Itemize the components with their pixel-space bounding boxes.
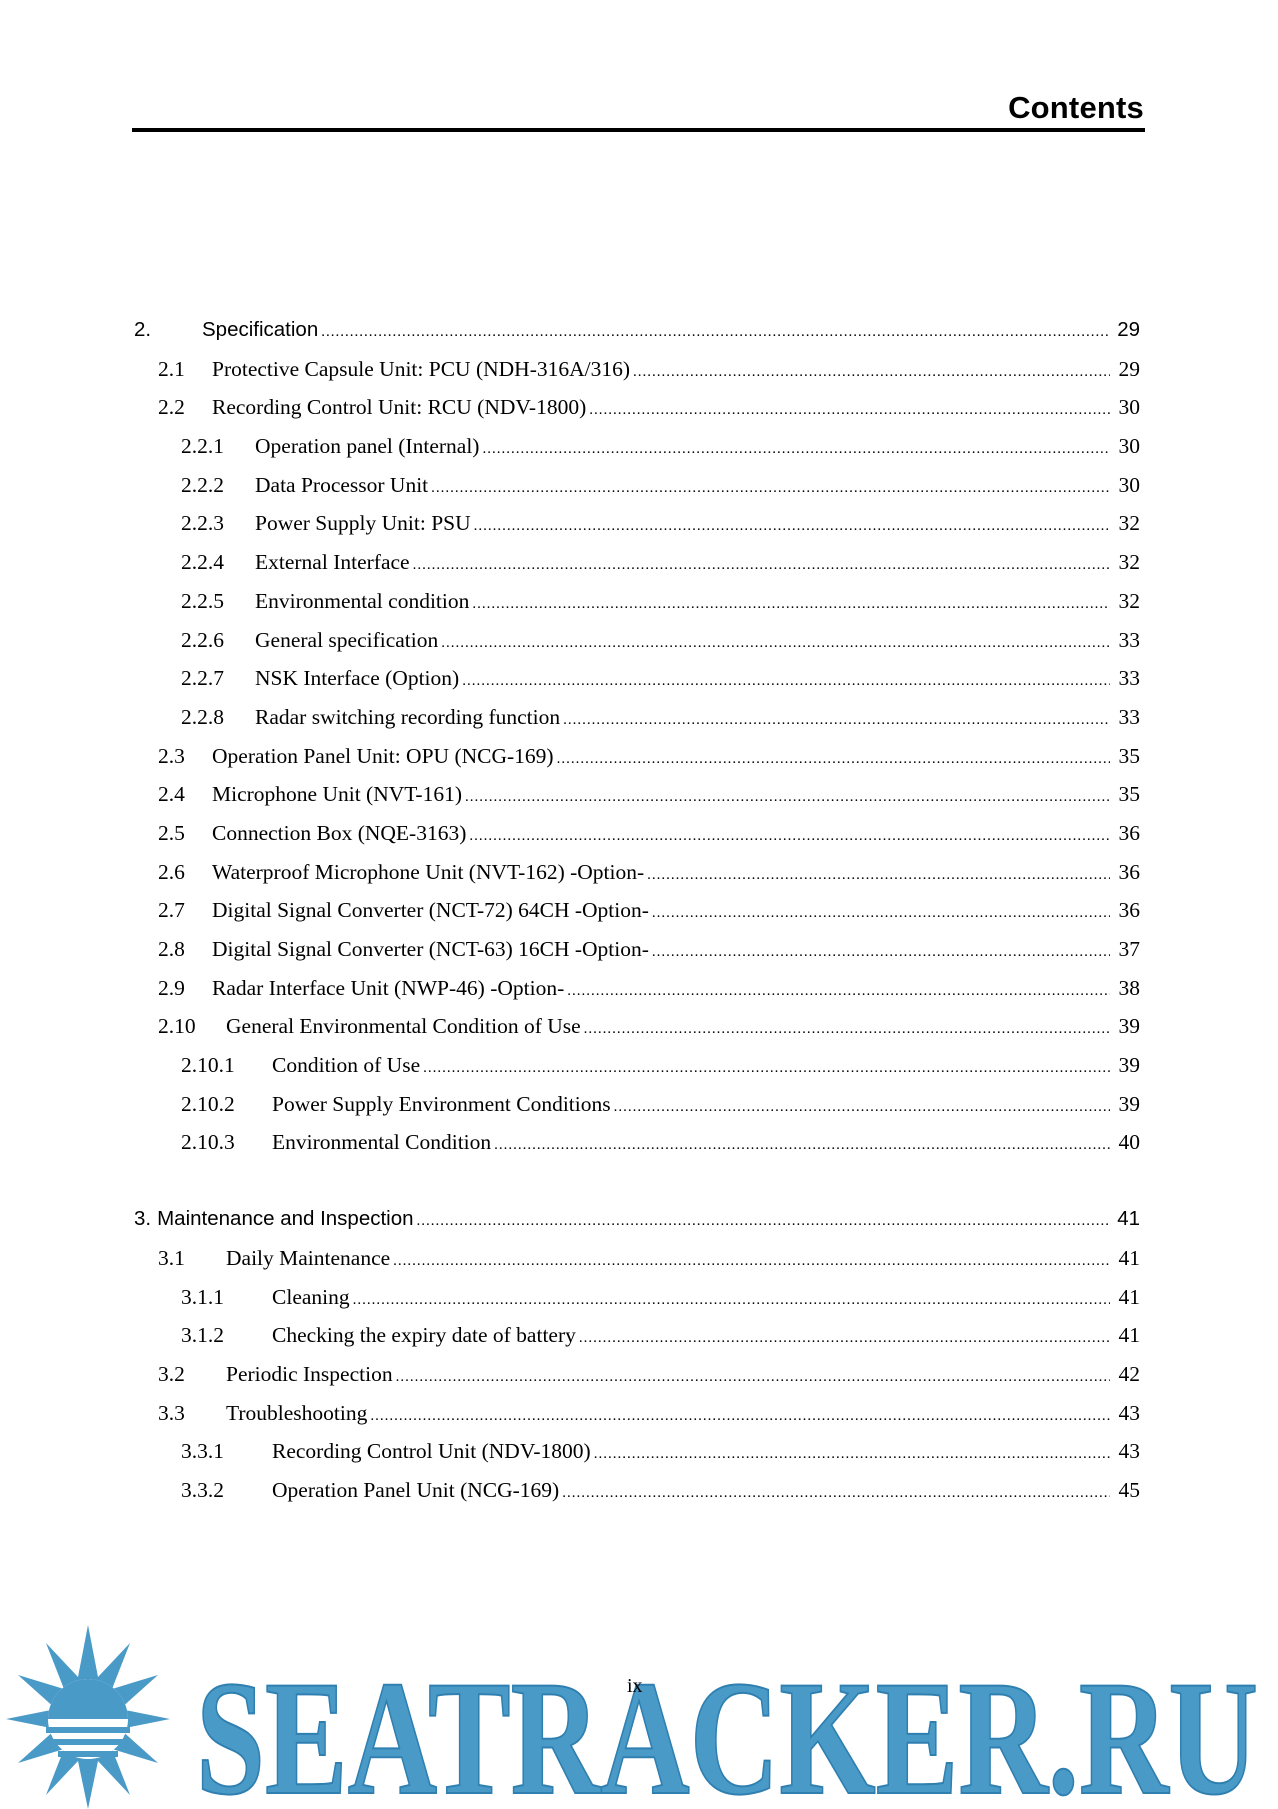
toc-number: 2.4 xyxy=(158,782,185,807)
toc-entry-2-10[interactable] xyxy=(134,1014,1140,1053)
toc-title: Specification xyxy=(202,318,319,341)
toc-entry-3-2[interactable] xyxy=(134,1362,1140,1401)
toc-entry-2-1[interactable] xyxy=(134,357,1140,396)
toc-leader xyxy=(567,983,1110,1000)
toc-number: 3.3.2 xyxy=(181,1477,224,1502)
toc-number: 3.1.1 xyxy=(181,1284,224,1309)
toc-number: 2.10.3 xyxy=(181,1130,235,1155)
toc-number: 2.10.1 xyxy=(181,1053,235,1078)
toc-number: 2.1 xyxy=(158,356,185,381)
toc-entry-3-3[interactable] xyxy=(134,1401,1140,1440)
toc-page: 33 xyxy=(1118,704,1140,729)
toc-page: 33 xyxy=(1118,666,1140,691)
toc-number: 2.2.8 xyxy=(181,704,224,729)
toc-leader xyxy=(423,1060,1110,1077)
toc-number: 2.2.2 xyxy=(181,472,224,497)
toc-page: 32 xyxy=(1118,588,1140,613)
toc-leader xyxy=(393,1253,1110,1270)
toc-page: 29 xyxy=(1118,356,1140,381)
toc-entry-2-2[interactable] xyxy=(134,395,1140,434)
toc-entry-2-6[interactable] xyxy=(134,860,1140,899)
toc-title: Maintenance and Inspection xyxy=(157,1207,414,1231)
sun-logo-icon xyxy=(6,1625,170,1809)
toc-title: General specification xyxy=(255,627,439,652)
toc-title: Microphone Unit (NVT-161) xyxy=(212,782,463,807)
toc-title: Power Supply Unit: PSU xyxy=(255,511,471,536)
toc-number: 2.10 xyxy=(158,1014,196,1039)
toc-number: 2.3 xyxy=(158,743,185,768)
toc-leader xyxy=(472,596,1110,613)
toc-leader xyxy=(353,1292,1110,1309)
toc-title: Digital Signal Converter (NCT-63) 16CH -Option- xyxy=(212,937,649,961)
toc-number: 2. xyxy=(134,318,152,341)
toc-title: Data Processor Unit xyxy=(255,472,429,497)
toc-number: 2.10.2 xyxy=(181,1091,235,1116)
seatracker-watermark xyxy=(0,1615,1278,1809)
toc-leader xyxy=(441,635,1110,652)
toc-leader xyxy=(652,905,1110,922)
toc-number: 3.3.1 xyxy=(181,1439,224,1464)
toc-entry-2-2-2[interactable] xyxy=(134,473,1140,512)
toc-number: 2.2.7 xyxy=(181,666,224,691)
toc-leader xyxy=(469,828,1110,845)
toc-title: Operation Panel Unit: OPU (NCG-169) xyxy=(212,743,554,768)
toc-page: 45 xyxy=(1118,1477,1140,1502)
toc-number: 2.9 xyxy=(158,975,185,1000)
toc-leader xyxy=(321,324,1110,341)
toc-page: 35 xyxy=(1118,782,1140,807)
toc-title: Protective Capsule Unit: PCU (NDH-316A/316) xyxy=(212,356,631,381)
toc-entry-2-5[interactable] xyxy=(134,821,1140,860)
toc-title: Checking the expiry date of battery xyxy=(272,1323,576,1348)
toc-page: 30 xyxy=(1118,395,1140,420)
toc-page: 29 xyxy=(1117,318,1140,341)
toc-number: 2.8 xyxy=(158,937,185,961)
toc-entry-2[interactable] xyxy=(134,318,1140,357)
toc-leader xyxy=(413,557,1110,574)
toc-page: 37 xyxy=(1118,937,1140,961)
toc-entry-3-3-2[interactable] xyxy=(134,1478,1140,1517)
toc-page: 41 xyxy=(1117,1207,1140,1231)
toc-entry-3[interactable] xyxy=(134,1207,1140,1246)
toc-number: 2.2.6 xyxy=(181,627,224,652)
toc-title: Radar switching recording function xyxy=(255,704,561,729)
toc-page: 39 xyxy=(1118,1053,1140,1078)
toc-entry-2-2-8[interactable] xyxy=(134,705,1140,744)
toc-number: 2.2.1 xyxy=(181,434,224,459)
header-rule xyxy=(132,128,1145,132)
toc-title: Operation panel (Internal) xyxy=(255,434,480,459)
toc-entry-2-3[interactable] xyxy=(134,744,1140,783)
toc-leader xyxy=(614,1099,1110,1116)
toc-leader xyxy=(465,789,1110,806)
toc-entry-3-1[interactable] xyxy=(134,1246,1140,1285)
toc-title: General Environmental Condition of Use xyxy=(226,1014,581,1039)
toc-leader xyxy=(494,1137,1110,1154)
toc-entry-2-10-3[interactable] xyxy=(134,1130,1140,1169)
toc-title: Cleaning xyxy=(272,1284,350,1309)
toc-title: Troubleshooting xyxy=(226,1400,368,1425)
toc-number: 3. xyxy=(134,1207,152,1231)
toc-title: Daily Maintenance xyxy=(226,1245,391,1270)
toc-leader xyxy=(462,673,1110,690)
toc-page: 43 xyxy=(1118,1400,1140,1425)
toc-number: 2.2.4 xyxy=(181,550,224,575)
toc-leader xyxy=(563,712,1110,729)
toc-page: 39 xyxy=(1118,1014,1140,1039)
toc-page: 30 xyxy=(1118,472,1140,497)
toc-page: 43 xyxy=(1118,1439,1140,1464)
toc-leader xyxy=(474,518,1110,535)
toc-leader xyxy=(647,867,1110,884)
toc-number: 2.5 xyxy=(158,820,185,845)
toc-entry-2-2-5[interactable] xyxy=(134,589,1140,628)
toc-number: 3.3 xyxy=(158,1400,185,1425)
toc-entry-2-2-1[interactable] xyxy=(134,434,1140,473)
toc-number: 3.1 xyxy=(158,1245,185,1270)
toc-entry-3-1-2[interactable] xyxy=(134,1323,1140,1362)
toc-title: Environmental Condition xyxy=(272,1130,492,1155)
toc-number: 2.6 xyxy=(158,859,185,884)
toc-page: 32 xyxy=(1118,550,1140,575)
toc-leader xyxy=(431,480,1110,497)
toc-page: 36 xyxy=(1118,820,1140,845)
toc-title: External Interface xyxy=(255,550,410,575)
toc-page: 38 xyxy=(1118,975,1140,1000)
toc-page: 41 xyxy=(1118,1245,1140,1270)
toc-page: 36 xyxy=(1118,898,1140,923)
toc-leader xyxy=(417,1213,1110,1230)
page-number: ix xyxy=(627,1675,643,1697)
toc-title: Connection Box (NQE-3163) xyxy=(212,820,467,845)
toc-leader xyxy=(482,441,1110,458)
toc-leader xyxy=(557,751,1110,768)
toc-title: Power Supply Environment Conditions xyxy=(272,1091,611,1116)
toc-entry-2-8[interactable] xyxy=(134,937,1140,976)
toc-page: 35 xyxy=(1118,743,1140,768)
toc-leader xyxy=(652,944,1110,961)
toc-page: 36 xyxy=(1118,859,1140,884)
toc-title: Recording Control Unit (NDV-1800) xyxy=(272,1439,591,1464)
toc-leader xyxy=(396,1369,1110,1386)
toc-number: 2.2.3 xyxy=(181,511,224,536)
toc-page: 41 xyxy=(1118,1323,1140,1348)
toc-title: Operation Panel Unit (NCG-169) xyxy=(272,1477,560,1502)
toc-page: 33 xyxy=(1118,627,1140,652)
toc-entry-2-2-6[interactable] xyxy=(134,628,1140,667)
toc-number: 2.7 xyxy=(158,898,185,923)
toc-entry-2-10-1[interactable] xyxy=(134,1053,1140,1092)
toc-title: Radar Interface Unit (NWP-46) -Option- xyxy=(212,975,565,1000)
toc-page: 40 xyxy=(1118,1130,1140,1155)
toc-number: 2.2 xyxy=(158,395,185,420)
toc-entry-2-2-7[interactable] xyxy=(134,666,1140,705)
toc-entry-2-9[interactable] xyxy=(134,976,1140,1015)
toc-number: 2.2.5 xyxy=(181,588,224,613)
toc-leader xyxy=(579,1330,1110,1347)
toc-title: NSK Interface (Option) xyxy=(255,666,460,691)
toc-number: 3.1.2 xyxy=(181,1323,224,1348)
toc-entry-3-3-1[interactable] xyxy=(134,1439,1140,1478)
toc-leader xyxy=(594,1446,1110,1463)
toc-page: 30 xyxy=(1118,434,1140,459)
page-title: Contents xyxy=(1008,90,1144,125)
toc-title: Periodic Inspection xyxy=(226,1361,393,1386)
toc-entry-2-2-4[interactable] xyxy=(134,550,1140,589)
toc-page: 42 xyxy=(1118,1361,1140,1386)
toc-page: 39 xyxy=(1118,1091,1140,1116)
toc-page: 41 xyxy=(1118,1284,1140,1309)
toc-leader xyxy=(370,1408,1110,1425)
toc-leader xyxy=(633,364,1110,381)
toc-title: Environmental condition xyxy=(255,588,470,613)
toc-entry-2-4[interactable] xyxy=(134,782,1140,821)
toc-title: Waterproof Microphone Unit (NVT-162) -Option- xyxy=(212,859,645,884)
toc-page: 32 xyxy=(1118,511,1140,536)
toc-entry-2-10-2[interactable] xyxy=(134,1092,1140,1131)
toc-title: Recording Control Unit: RCU (NDV-1800) xyxy=(212,395,587,420)
toc-title: Condition of Use xyxy=(272,1053,421,1078)
toc-leader xyxy=(584,1021,1110,1038)
toc-leader xyxy=(589,402,1110,419)
toc-entry-2-2-3[interactable] xyxy=(134,511,1140,550)
toc-leader xyxy=(562,1485,1110,1502)
toc-title: Digital Signal Converter (NCT-72) 64CH -Option- xyxy=(212,898,649,923)
toc-number: 3.2 xyxy=(158,1361,185,1386)
watermark-text: SEATRACKER.RU xyxy=(196,1648,1258,1809)
table-of-contents xyxy=(134,318,1140,1517)
toc-entry-2-7[interactable] xyxy=(134,898,1140,937)
toc-entry-3-1-1[interactable] xyxy=(134,1285,1140,1324)
